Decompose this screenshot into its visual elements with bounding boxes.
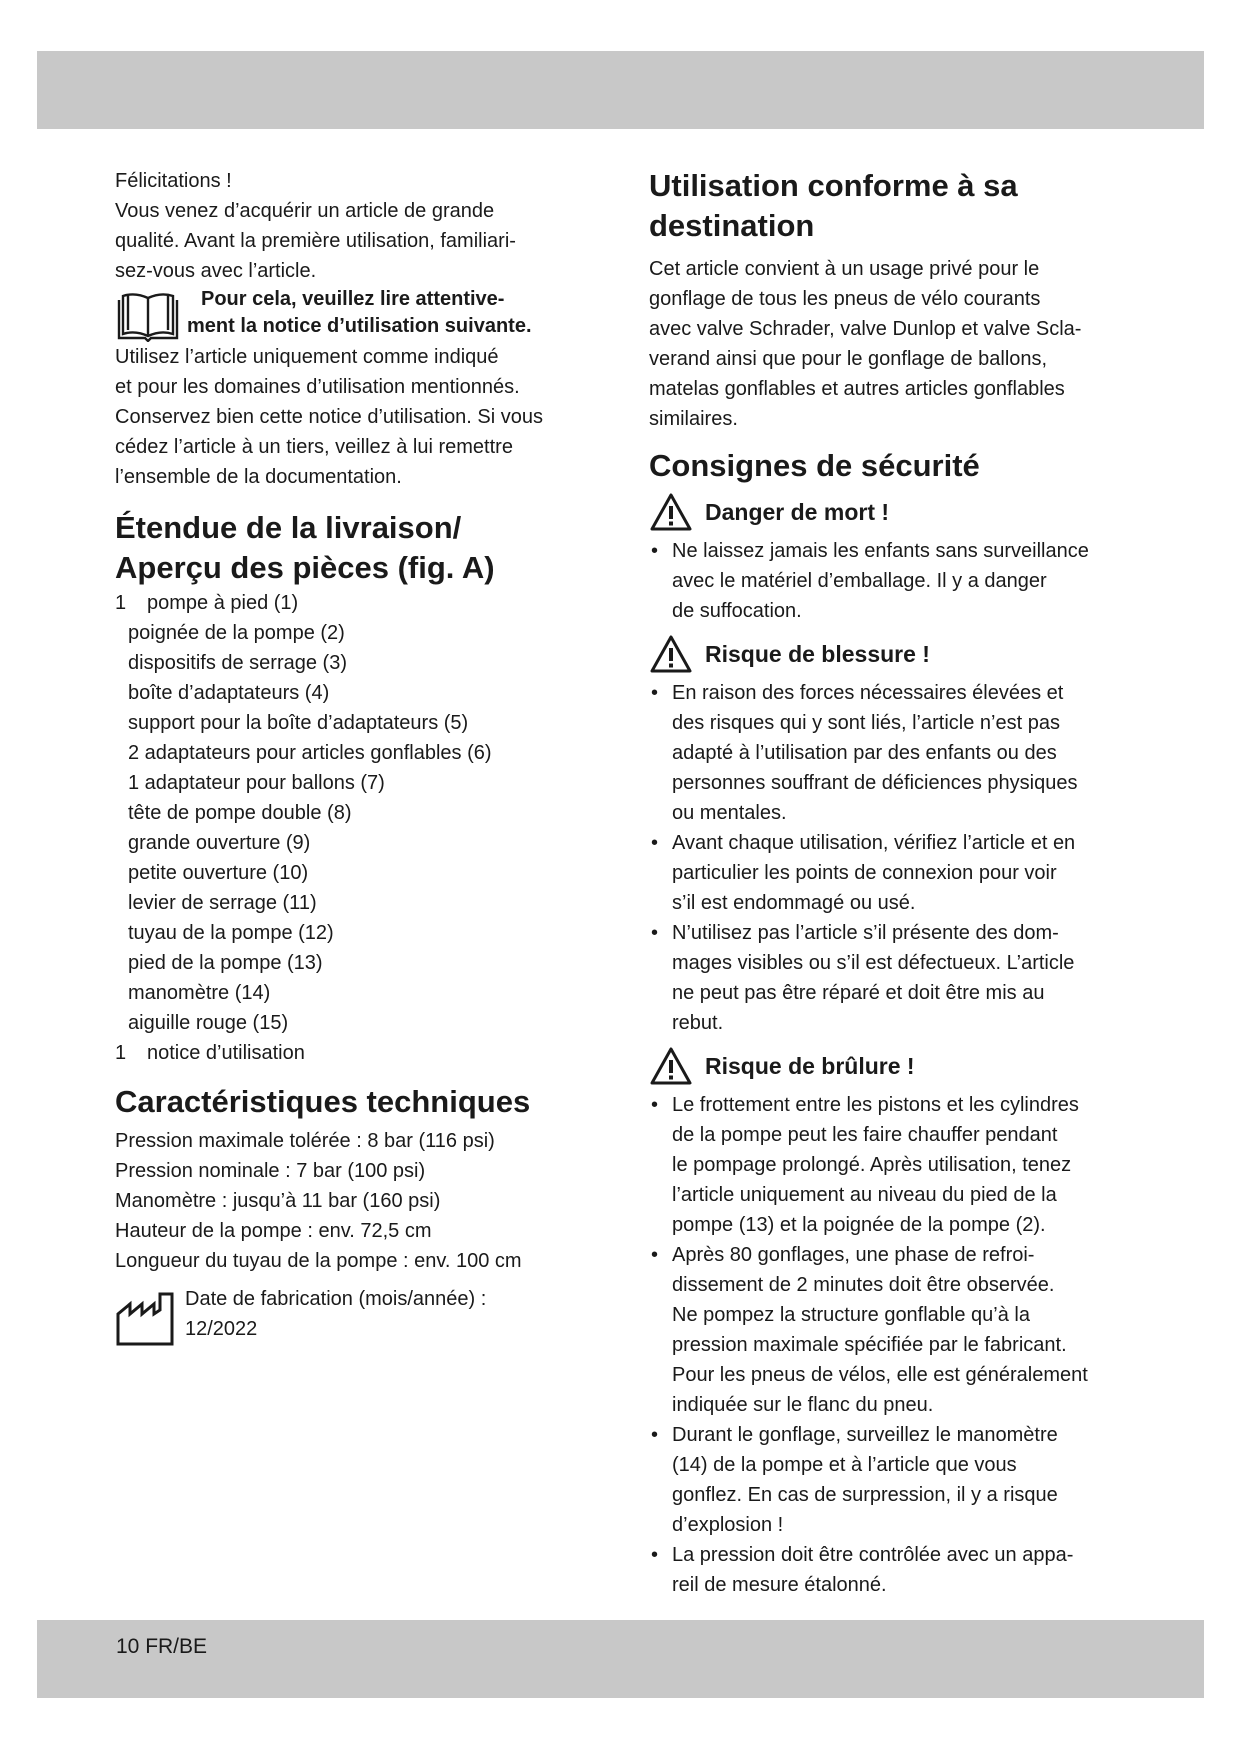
list-item: pied de la pompe (13) [128, 952, 323, 974]
heading-line: Aperçu des pièces (fig. A) [115, 550, 495, 585]
warning-triangle-icon [649, 634, 693, 674]
open-book-icon [115, 288, 181, 342]
danger-warning [649, 492, 1129, 532]
list-item: manomètre (14) [128, 982, 271, 1004]
list-item: support pour la boîte d’adaptateurs (5) [128, 712, 469, 734]
manufacture-date [115, 1284, 615, 1348]
list-item: grande ouverture (9) [128, 832, 311, 854]
intro-line: Vous venez d’acquérir un article de grande [115, 200, 495, 222]
list-item: 1 pompe à pied (1) [115, 592, 299, 614]
text-line: matelas gonflables et autres articles gonflables [649, 378, 1065, 400]
list-item: 2 adaptateurs pour articles gonflables (6) [128, 742, 492, 764]
list-item: poignée de la pompe (2) [128, 622, 345, 644]
mfg-value: 12/2022 [185, 1318, 258, 1340]
list-item: 1 adaptateur pour ballons (7) [128, 772, 385, 794]
page-number: 10 FR/BE [116, 1635, 208, 1658]
injury-warning [649, 634, 1129, 674]
usage-line: Conservez bien cette notice d’utilisation. Si vous [115, 406, 544, 428]
text-line: verand ainsi que pour le gonflage de ballons, [649, 348, 1048, 370]
spec-line: Manomètre : jusqu’à 11 bar (160 psi) [115, 1190, 441, 1212]
usage-paragraph [115, 342, 615, 492]
danger-title: Danger de mort ! [705, 499, 890, 525]
intended-use-paragraph [649, 254, 1129, 434]
list-item: • Avant chaque utilisation, vérifiez l’article et en particulier les points de connexion pour voir s’il est endommagé ou usé. [649, 828, 1129, 918]
specs-heading: Caractéristiques techniques [115, 1084, 531, 1119]
read-notice [115, 286, 615, 342]
list-item: • Après 80 gonflages, une phase de refroi- dissement de 2 minutes doit être observée. Ne pompez la structure gonflable qu’à la pression maximale spécifiée par le fabricant. Pour les pneus de vélos, elle est généralement indiquée sur le flanc du pneu. [649, 1240, 1129, 1420]
list-item: • Durant le gonflage, surveillez le manomètre (14) de la pompe et à l’article que vous gonflez. En cas de surpression, il y a risque d’explosion ! [649, 1420, 1129, 1540]
text-line: gonflage de tous les pneus de vélo courants [649, 288, 1041, 310]
delivery-heading [115, 508, 615, 588]
spec-line: Hauteur de la pompe : env. 72,5 cm [115, 1220, 432, 1242]
text-line: similaires. [649, 408, 738, 430]
safety-heading: Consignes de sécurité [649, 448, 980, 483]
parts-list [115, 588, 615, 1068]
header-band [37, 51, 1204, 129]
injury-list [649, 678, 1129, 1038]
heading-line: Utilisation conforme à sa [649, 168, 1018, 203]
list-item: • En raison des forces nécessaires élevées et des risques qui y sont liés, l’article n’est pas adapté à l’utilisation par des enfants ou des personnes souffrant de déficiences physiques ou mentales. [649, 678, 1129, 828]
list-item: • Le frottement entre les pistons et les cylindres de la pompe peut les faire chauffer pendant le pompage prolongé. Après utilisation, tenez l’article uniquement au niveau du pied de la pompe (13) et la poignée de la pompe (2). [649, 1090, 1129, 1240]
intro-paragraph [115, 196, 615, 286]
greeting: Félicitations ! [115, 170, 232, 192]
spec-line: Longueur du tuyau de la pompe : env. 100 cm [115, 1250, 522, 1272]
warning-triangle-icon [649, 1046, 693, 1086]
text-line: avec valve Schrader, valve Dunlop et valve Scla- [649, 318, 1082, 340]
list-item: aiguille rouge (15) [128, 1012, 289, 1034]
list-item: petite ouverture (10) [128, 862, 309, 884]
heading-line: Étendue de la livraison/ [115, 510, 462, 545]
list-item: levier de serrage (11) [128, 892, 317, 914]
list-item: • Ne laissez jamais les enfants sans surveillance avec le matériel d’emballage. Il y a danger de suffocation. [649, 536, 1129, 626]
usage-line: Utilisez l’article uniquement comme indiqué [115, 346, 499, 368]
list-item: boîte d’adaptateurs (4) [128, 682, 330, 704]
spec-line: Pression nominale : 7 bar (100 psi) [115, 1160, 426, 1182]
list-item: tête de pompe double (8) [128, 802, 352, 824]
intro-line: qualité. Avant la première utilisation, familiari- [115, 230, 516, 252]
intro-line: sez-vous avec l’article. [115, 260, 317, 282]
burn-list [649, 1090, 1129, 1600]
burn-warning [649, 1046, 1129, 1086]
intended-use-heading [649, 166, 1129, 246]
right-column [649, 166, 1129, 1600]
text-line: Cet article convient à un usage privé pour le [649, 258, 1040, 280]
specs-list [115, 1126, 615, 1276]
notice-line: ment la notice d’utilisation suivante. [187, 315, 532, 337]
mfg-label: Date de fabrication (mois/année) : [185, 1288, 487, 1310]
usage-line: cédez l’article à un tiers, veillez à lui remettre [115, 436, 513, 458]
list-item: • La pression doit être contrôlée avec un appa- reil de mesure étalonné. [649, 1540, 1129, 1600]
burn-title: Risque de brûlure ! [705, 1053, 915, 1079]
notice-line: Pour cela, veuillez lire attentive- [201, 288, 505, 310]
left-column [115, 166, 615, 1348]
warning-triangle-icon [649, 492, 693, 532]
spec-line: Pression maximale tolérée : 8 bar (116 psi) [115, 1130, 495, 1152]
heading-line: destination [649, 208, 815, 243]
list-item: dispositifs de serrage (3) [128, 652, 347, 674]
factory-icon [115, 1290, 177, 1348]
list-item: • N’utilisez pas l’article s’il présente des dom- mages visibles ou s’il est défectueux. L’article ne peut pas être réparé et doit être mis au rebut. [649, 918, 1129, 1038]
list-item: 1 notice d’utilisation [115, 1042, 305, 1064]
usage-line: et pour les domaines d’utilisation mentionnés. [115, 376, 520, 398]
danger-list [649, 536, 1129, 626]
list-item: tuyau de la pompe (12) [128, 922, 334, 944]
footer-band [37, 1620, 1204, 1698]
injury-title: Risque de blessure ! [705, 641, 930, 667]
usage-line: l’ensemble de la documentation. [115, 466, 402, 488]
